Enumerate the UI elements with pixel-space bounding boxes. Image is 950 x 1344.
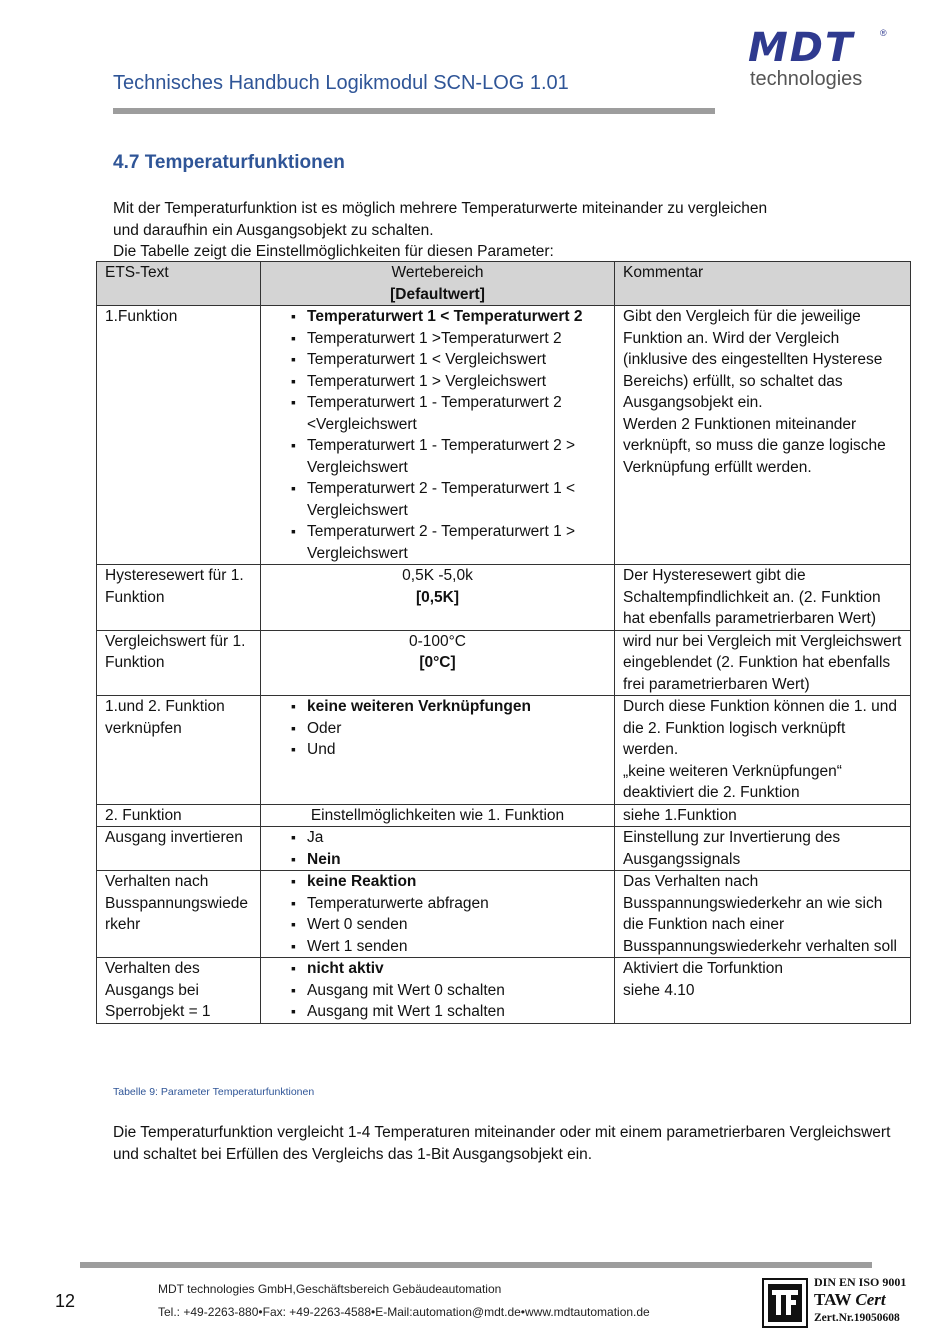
- comment-text: „keine weiteren Verknüpfungen“ deaktiviert die 2. Funktion: [623, 762, 842, 801]
- option-item: ▪ keine weiteren Verknüpfungen: [291, 696, 606, 718]
- table-row: [97, 696, 911, 805]
- header-kommentar: Kommentar: [615, 262, 911, 306]
- row-label: Ausgang invertieren: [97, 827, 261, 871]
- row-label: Verhalten nach Busspannungswiede rkehr: [97, 871, 261, 958]
- row-label: 1.und 2. Funktion verknüpfen: [97, 696, 261, 805]
- table-row: [97, 804, 911, 827]
- row-comment: Das Verhalten nach Busspannungswiederkehr an wie sich die Funktion nach einer Busspannungswiederkehr verhalten soll: [615, 871, 911, 958]
- option-item: ▪ Temperaturwert 1 < Temperaturwert 2: [291, 306, 606, 328]
- registered-mark: ®: [880, 28, 887, 38]
- row-label: Hysteresewert für 1. Funktion: [97, 565, 261, 631]
- option-item: ▪ Ausgang mit Wert 1 schalten: [291, 1001, 606, 1023]
- row-label: Vergleichswert für 1. Funktion: [97, 630, 261, 696]
- comment-text: Durch diese Funktion können die 1. und die 2. Funktion logisch verknüpft werden.: [623, 698, 898, 758]
- cert-number: Zert.Nr.19050608: [814, 1312, 900, 1324]
- row-value: [261, 565, 615, 631]
- option-item: ▪ Wert 1 senden: [291, 936, 606, 958]
- footer-company: MDT technologies GmbH,Geschäftsbereich Gebäudeautomation: [158, 1282, 502, 1296]
- default-value: [0,5K]: [415, 588, 460, 606]
- default-value: [0°C]: [419, 654, 456, 671]
- table-row: [97, 306, 911, 565]
- mdt-logo: [748, 25, 888, 100]
- option-item: ▪ Wert 0 senden: [291, 914, 606, 936]
- cert-taw-text: TAW: [814, 1290, 852, 1309]
- option-item: ▪ Ausgang mit Wert 0 schalten: [291, 980, 606, 1002]
- value-range: 0-100°C: [408, 632, 467, 650]
- option-item: ▪ nicht aktiv: [291, 958, 606, 980]
- intro-line: Die Tabelle zeigt die Einstellmöglichkeiten für diesen Parameter:: [113, 243, 554, 260]
- parameter-table: [96, 261, 911, 1024]
- option-item: ▪ Temperaturwert 1 - Temperaturwert 2 <Vergleichswert: [291, 392, 606, 435]
- row-label: Verhalten des Ausgangs bei Sperrobjekt = 1: [97, 958, 261, 1024]
- intro-line: Mit der Temperaturfunktion ist es möglich mehrere Temperaturwerte miteinander zu vergleichen: [113, 200, 768, 217]
- row-comment: Einstellung zur Invertierung des Ausgangssignals: [615, 827, 911, 871]
- page-number: 12: [55, 1291, 76, 1311]
- comment-text: Werden 2 Funktionen miteinander verknüpft, so muss die ganze logische Verknüpfung erfüllt werden.: [623, 415, 886, 476]
- option-item: ▪ Temperaturwert 1 > Vergleichswert: [291, 371, 606, 393]
- footer-rule: [80, 1262, 872, 1268]
- outro-paragraph: Die Temperaturfunktion vergleicht 1-4 Temperaturen miteinander oder mit einem parametrierbaren Vergleichswert und schaltet bei Erfüllen des Vergleichs das 1-Bit Ausgangsobjekt ein.: [113, 1124, 891, 1163]
- row-comment: wird nur bei Vergleich mit Vergleichswert eingeblendet (2. Funktion hat ebenfalls frei parametrierbaren Wert): [615, 630, 911, 696]
- row-comment: siehe 1.Funktion: [615, 804, 911, 827]
- cert-iso: DIN EN ISO 9001: [814, 1275, 907, 1289]
- cert-cert-text: Cert: [855, 1290, 886, 1309]
- row-options: [261, 827, 615, 871]
- option-item: ▪ Nein: [291, 849, 606, 871]
- comment-text: siehe 4.10: [623, 981, 695, 999]
- row-value: Einstellmöglichkeiten wie 1. Funktion: [261, 804, 615, 827]
- table-row: [97, 827, 911, 871]
- taw-cert-logo-icon: [762, 1278, 808, 1328]
- intro-paragraph: [113, 198, 873, 263]
- row-options: [261, 871, 615, 958]
- logo-technologies-text: technologies: [750, 68, 863, 90]
- header-rule: [113, 108, 715, 114]
- value-range: 0,5K -5,0k: [402, 567, 473, 584]
- table-caption: Tabelle 9: Parameter Temperaturfunktionen: [113, 1086, 315, 1098]
- option-item: ▪ Und: [291, 739, 606, 761]
- row-value: [261, 630, 615, 696]
- row-comment: [615, 958, 911, 1024]
- document-title: Technisches Handbuch Logikmodul SCN-LOG 1.01: [113, 72, 569, 94]
- section-title: 4.7 Temperaturfunktionen: [113, 152, 345, 173]
- row-options: [261, 306, 615, 565]
- comment-text: Aktiviert die Torfunktion: [623, 960, 783, 977]
- option-item: ▪ Temperaturwert 1 >Temperaturwert 2: [291, 328, 606, 350]
- header-wertebereich: [261, 262, 615, 306]
- header-wertebereich-label: Wertebereich: [391, 264, 484, 281]
- option-item: ▪ Temperaturwert 2 - Temperaturwert 1 < Vergleichswert: [291, 478, 606, 521]
- row-label: 2. Funktion: [97, 804, 261, 827]
- row-label: 1.Funktion: [97, 306, 261, 565]
- row-options: [261, 958, 615, 1024]
- logo-mdt-text: MDT: [748, 25, 855, 71]
- table-row: [97, 565, 911, 631]
- intro-line: und daraufhin ein Ausgangsobjekt zu schalten.: [113, 221, 434, 239]
- option-item: ▪ keine Reaktion: [291, 871, 606, 893]
- comment-text: Gibt den Vergleich für die jeweilige Funktion an. Wird der Vergleich (inklusive des eingestellten Hysterese Bereichs) erfüllt, so schaltet das Ausgangsobjekt ein.: [623, 308, 883, 411]
- option-item: ▪ Ja: [291, 827, 606, 849]
- option-item: ▪ Oder: [291, 718, 606, 740]
- footer-contact: Tel.: +49-2263-880•Fax: +49-2263-4588•E-Mail:automation@mdt.de•www.mdtautomation.de: [158, 1305, 650, 1319]
- header-ets-text: ETS-Text: [97, 262, 261, 306]
- row-comment: [615, 306, 911, 565]
- table-row: [97, 630, 911, 696]
- row-comment: Der Hysteresewert gibt die Schaltempfindlichkeit an. (2. Funktion hat ebenfalls parametrierbaren Wert): [615, 565, 911, 631]
- header-defaultwert-label: [Defaultwert]: [390, 285, 485, 303]
- row-options: [261, 696, 615, 805]
- cert-taw: [814, 1290, 906, 1310]
- row-comment: [615, 696, 911, 805]
- option-item: ▪ Temperaturwert 2 - Temperaturwert 1 > Vergleichswert: [291, 521, 606, 564]
- certification-text: [814, 1274, 906, 1326]
- option-item: ▪ Temperaturwerte abfragen: [291, 893, 606, 915]
- table-row: [97, 871, 911, 958]
- option-item: ▪ Temperaturwert 1 < Vergleichswert: [291, 349, 606, 371]
- option-item: ▪ Temperaturwert 1 - Temperaturwert 2 > Vergleichswert: [291, 435, 606, 478]
- table-header-row: [97, 262, 911, 306]
- table-row: [97, 958, 911, 1024]
